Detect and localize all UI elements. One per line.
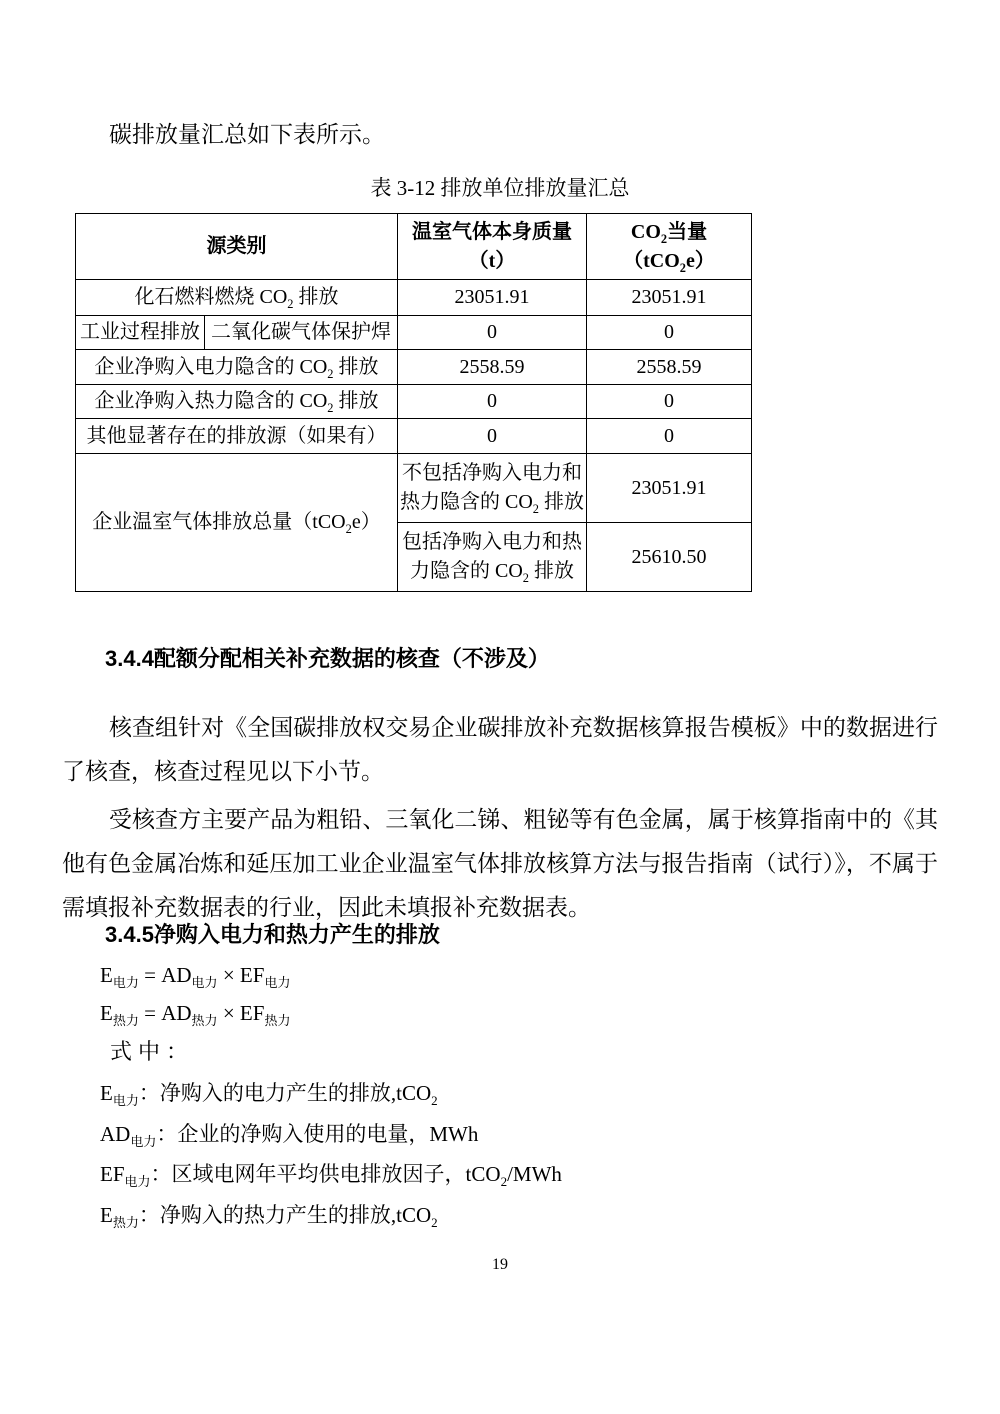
cell-total-excluding-desc: 不包括净购入电力和 热力隐含的 $CO_2$ 排放 (398, 454, 587, 523)
page-number: 19 (492, 1256, 508, 1273)
cell-fossil-co2e: 23051.91 (587, 280, 752, 316)
cell-total-including-value: 25610.50 (587, 523, 752, 592)
table-row-fossil-fuel (76, 280, 752, 316)
cell-other-mass: 0 (398, 419, 587, 454)
col-header-co2-equivalent: $CO_2$当量 （tCO$_2$e） (587, 214, 752, 280)
cell-other-co2e: 0 (587, 419, 752, 454)
cell-heat-mass: 0 (398, 385, 587, 419)
cell-total-label: 企业温室气体排放总量（tCO$_2$e） (76, 454, 398, 592)
cell-industrial-label: 工业过程排放 (76, 316, 205, 350)
table-header-row (76, 214, 752, 280)
section-3-4-4-paragraph-1: 核查组针对《全国碳排放权交易企业碳排放补充数据核算报告模板》中的数据进行了核查，核查过程见以下小节。 (62, 715, 938, 784)
cell-fossil-mass: 23051.91 (398, 280, 587, 316)
table-row-other-sources (76, 419, 752, 454)
cell-electricity-label: 企业净购入电力隐含的 $CO_2$ 排放 (76, 350, 398, 385)
table-row-purchased-electricity (76, 350, 752, 385)
cell-other-label: 其他显著存在的排放源（如果有） (76, 419, 398, 454)
definition-e-electricity: $E_{电力}$：净购入的电力产生的排放,tCO$_2$ (100, 1081, 438, 1109)
where-label: 式中： (110, 1039, 195, 1064)
section-heading-3-4-5: 3.4.5净购入电力和热力产生的排放 (105, 922, 440, 947)
formula-definitions (100, 1073, 562, 1235)
cell-industrial-co2e: 0 (587, 316, 752, 350)
cell-electricity-co2e: 2558.59 (587, 350, 752, 385)
col-header-source-category: 源类别 (76, 214, 398, 280)
definition-ad-electricity: $AD_{电力}$：企业的净购入使用的电量，MWh (100, 1121, 479, 1149)
intro-paragraph: 碳排放量汇总如下表所示。 (109, 122, 385, 147)
col-header-ghg-mass: 温室气体本身质量 （t） (398, 214, 587, 280)
formula-heat-emissions: $E_{热力} = AD_{热力} \times EF_{热力}$ (100, 1001, 291, 1029)
section-3-4-4-paragraph-2: 受核查方主要产品为粗铅、三氧化二锑、粗铋等有色金属，属于核算指南中的《其他有色金属冶炼和延压加工业企业温室气体排放核算方法与报告指南（试行）》，不属于需填报补充数据表的行业，因此未填报补充数据表。 (62, 807, 938, 920)
table-row-total-excluding (76, 454, 752, 523)
cell-industrial-mass: 0 (398, 316, 587, 350)
formula-electricity-emissions: $E_{电力} = AD_{电力} \times EF_{电力}$ (100, 963, 291, 991)
cell-heat-label: 企业净购入热力隐含的 $CO_2$ 排放 (76, 385, 398, 419)
cell-electricity-mass: 2558.59 (398, 350, 587, 385)
cell-industrial-detail: 二氧化碳气体保护焊 (205, 316, 398, 350)
section-heading-3-4-4: 3.4.4配额分配相关补充数据的核查（不涉及） (105, 646, 550, 671)
table-row-purchased-heat (76, 385, 752, 419)
cell-fossil-label: 化石燃料燃烧 $CO_2$ 排放 (76, 280, 398, 316)
table-row-industrial-process (76, 316, 752, 350)
definition-ef-electricity: $EF_{电力}$：区域电网年平均供电排放因子，tCO$_2$/MWh (100, 1162, 562, 1190)
definition-e-heat: $E_{热力}$：净购入的热力产生的排放,tCO$_2$ (100, 1202, 438, 1230)
emissions-summary-table (75, 213, 752, 592)
table-title: 表 3-12 排放单位排放量汇总 (370, 176, 630, 200)
cell-total-including-desc: 包括净购入电力和热 力隐含的 $CO_2$ 排放 (398, 523, 587, 592)
cell-total-excluding-value: 23051.91 (587, 454, 752, 523)
cell-heat-co2e: 0 (587, 385, 752, 419)
